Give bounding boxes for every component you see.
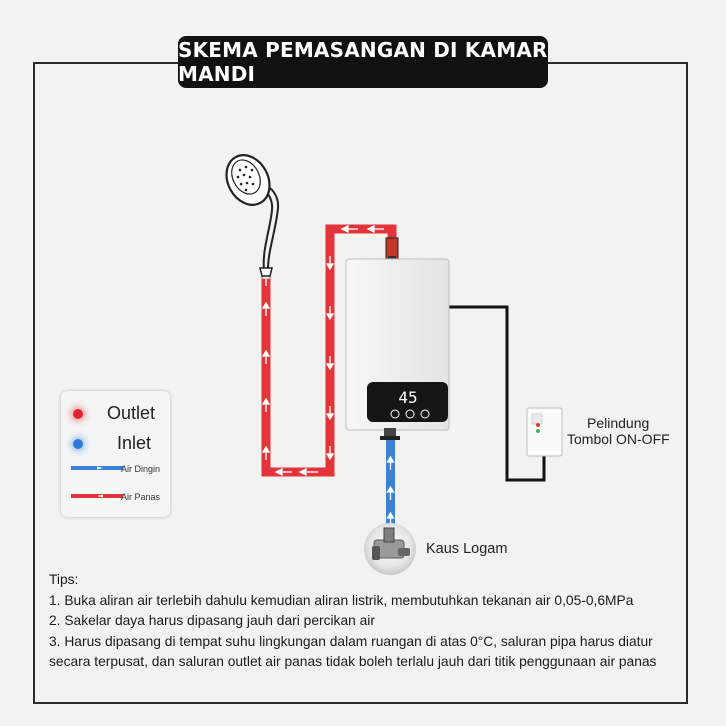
- hot-water-line-icon: [71, 493, 123, 501]
- water-heater-unit: [346, 238, 449, 440]
- legend-cold-water-label: Air Dingin: [121, 464, 161, 474]
- legend-outlet-label: Outlet: [107, 403, 156, 423]
- legend-box: [61, 391, 170, 517]
- shower-head-icon: [218, 148, 278, 276]
- on-off-switch-icon: [527, 408, 562, 456]
- switch-label-line1: Pelindung: [587, 415, 650, 431]
- title-banner: [178, 36, 548, 88]
- valve-label: Kaus Logam: [426, 541, 508, 557]
- tips-heading: Tips:: [49, 572, 79, 587]
- page-title: SKEMA PEMASANGAN DI KAMAR MANDI: [178, 38, 548, 86]
- legend-hot-water-label: Air Panas: [121, 492, 161, 502]
- tips-section: [49, 570, 679, 673]
- cold-water-pipe: [386, 440, 395, 536]
- heater-display: 45: [398, 388, 418, 407]
- tip-item: 1. Buka aliran air terlebih dahulu kemudian aliran listrik, membutuhkan tekanan air 0,05-0,6MPa: [49, 592, 634, 608]
- angle-valve-icon: [364, 523, 416, 575]
- legend-inlet-label: Inlet: [117, 433, 152, 453]
- legend-item-inlet: [61, 433, 151, 454]
- outlet-dot-icon: [73, 409, 83, 419]
- inlet-dot-icon: [73, 439, 83, 449]
- switch-label-line2: Tombol ON-OFF: [567, 431, 670, 447]
- cold-water-line-icon: [71, 465, 123, 473]
- legend-item-outlet: [61, 403, 155, 424]
- tip-item: 2. Sakelar daya harus dipasang jauh dari percikan air: [49, 613, 375, 628]
- tip-item: 3. Harus dipasang di tempat suhu lingkungan dalam ruangan di atas 0°C, saluran pipa harus diatur secara terpusat, dan saluran outlet air panas tidak boleh terlalu jauh dari titik penggunaan air panas: [49, 633, 657, 669]
